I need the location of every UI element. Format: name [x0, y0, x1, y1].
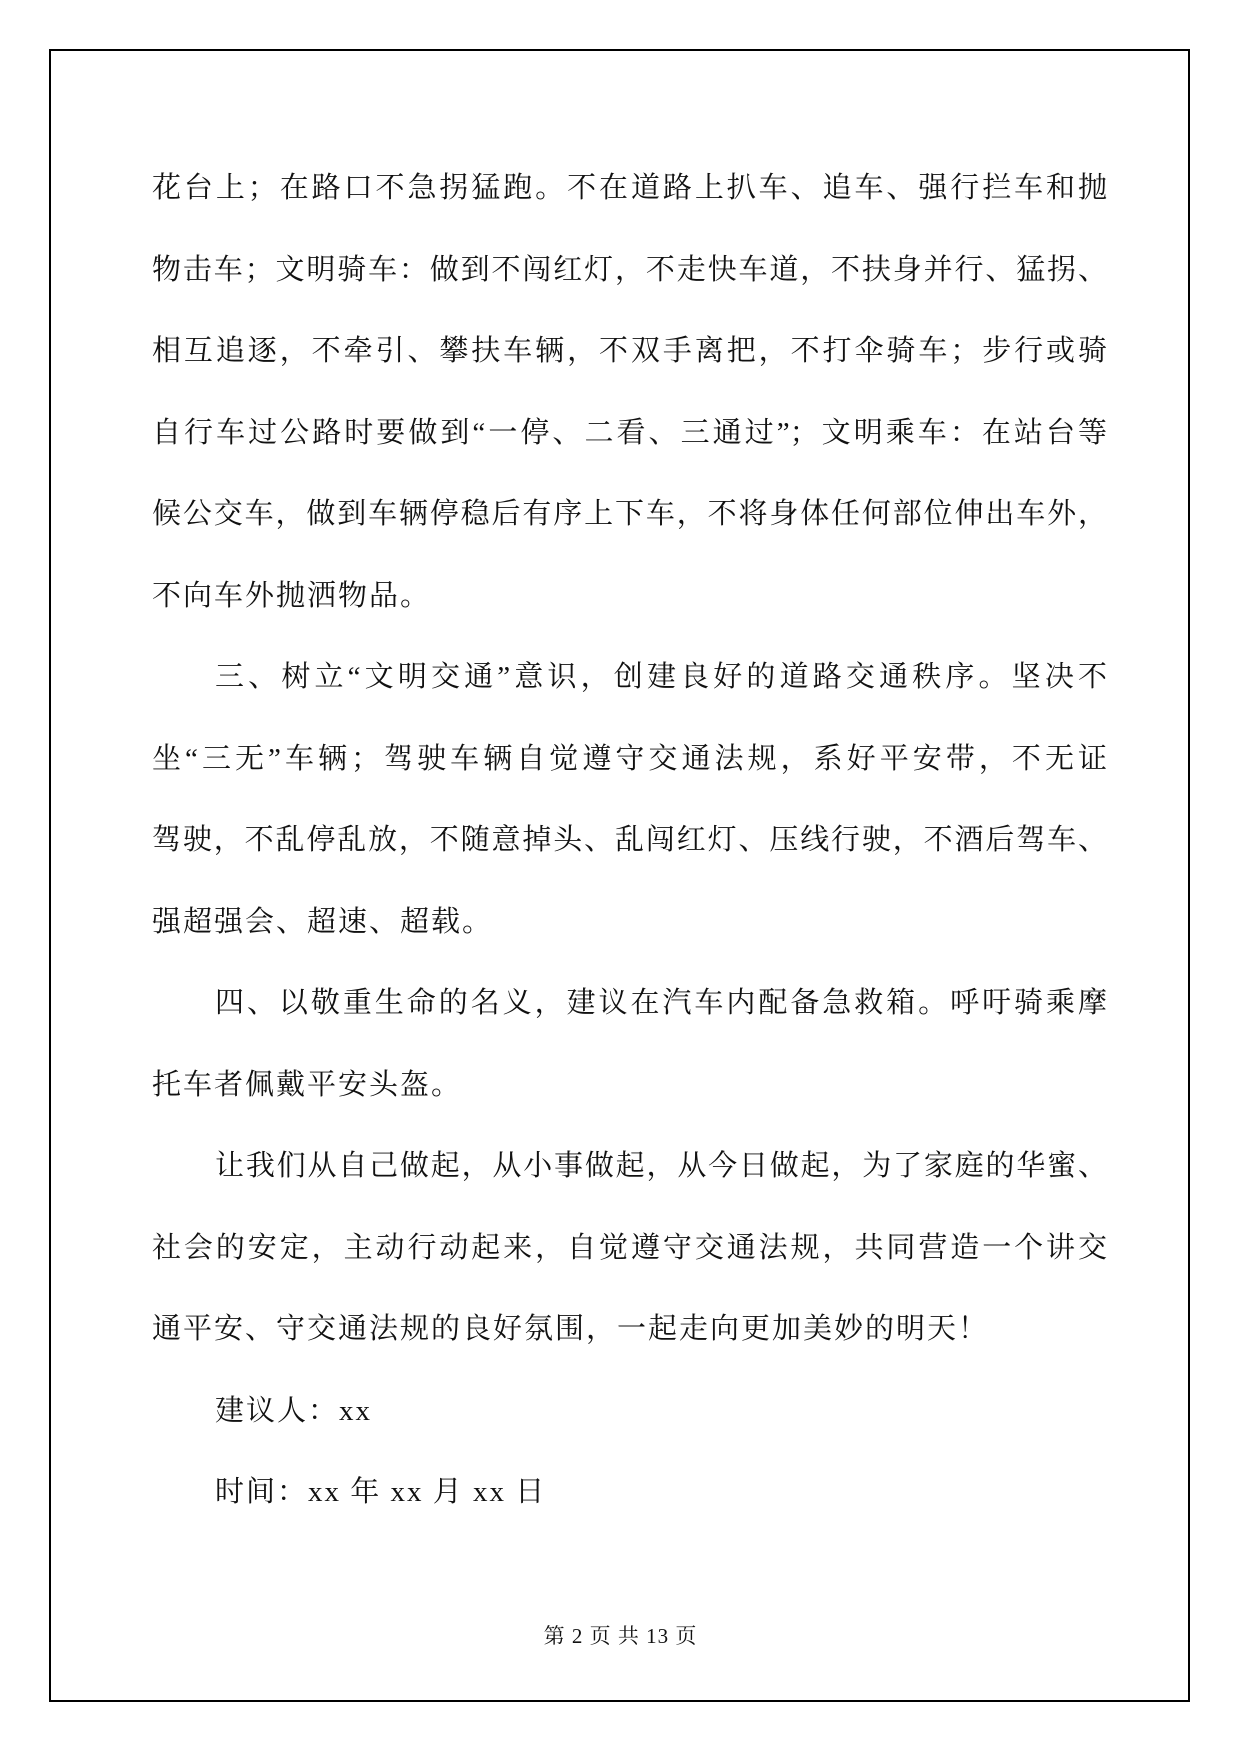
text-line: 社会的安定，主动行动起来，自觉遵守交通法规，共同营造一个讲交 [152, 1231, 1107, 1264]
text-line: 物击车；文明骑车：做到不闯红灯，不走快车道，不扶身并行、猛拐、 [152, 253, 1107, 286]
text-line: 建议人：xx [215, 1394, 373, 1427]
text-line: 强超强会、超速、超载。 [152, 905, 494, 938]
text-line: 时间：xx 年 xx 月 xx 日 [215, 1476, 547, 1508]
text-line: 坐“三无”车辆；驾驶车辆自觉遵守交通法规，系好平安带，不无证 [152, 742, 1107, 775]
page-number-text: 第 2 页 共 13 页 [543, 1624, 698, 1648]
text-line: 通平安、守交通法规的良好氛围，一起走向更加美妙的明天！ [152, 1313, 990, 1345]
text-line: 托车者佩戴平安头盔。 [152, 1068, 463, 1101]
text-line: 让我们从自己做起，从小事做起，从今日做起，为了家庭的华蜜、 [215, 1150, 1107, 1182]
text-line: 四、以敬重生命的名义，建议在汽车内配备急救箱。呼吁骑乘摩 [215, 987, 1107, 1019]
text-line: 自行车过公路时要做到“一停、二看、三通过”；文明乘车：在站台等 [152, 416, 1107, 449]
text-line: 相互追逐，不牵引、攀扶车辆，不双手离把，不打伞骑车；步行或骑 [152, 335, 1107, 367]
text-line: 三、树立“文明交通”意识，创建良好的道路交通秩序。坚决不 [215, 661, 1107, 693]
page-footer [0, 1620, 1241, 1650]
text-line: 候公交车，做到车辆停稳后有序上下车，不将身体任何部位伸出车外， [152, 498, 1107, 530]
text-line: 驾驶，不乱停乱放，不随意掉头、乱闯红灯、压线行驶，不酒后驾车、 [152, 824, 1107, 856]
document-body [152, 148, 1107, 1534]
text-line: 不向车外抛洒物品。 [152, 579, 432, 612]
text-line: 花台上；在路口不急拐猛跑。不在道路上扒车、追车、强行拦车和抛 [152, 172, 1107, 204]
